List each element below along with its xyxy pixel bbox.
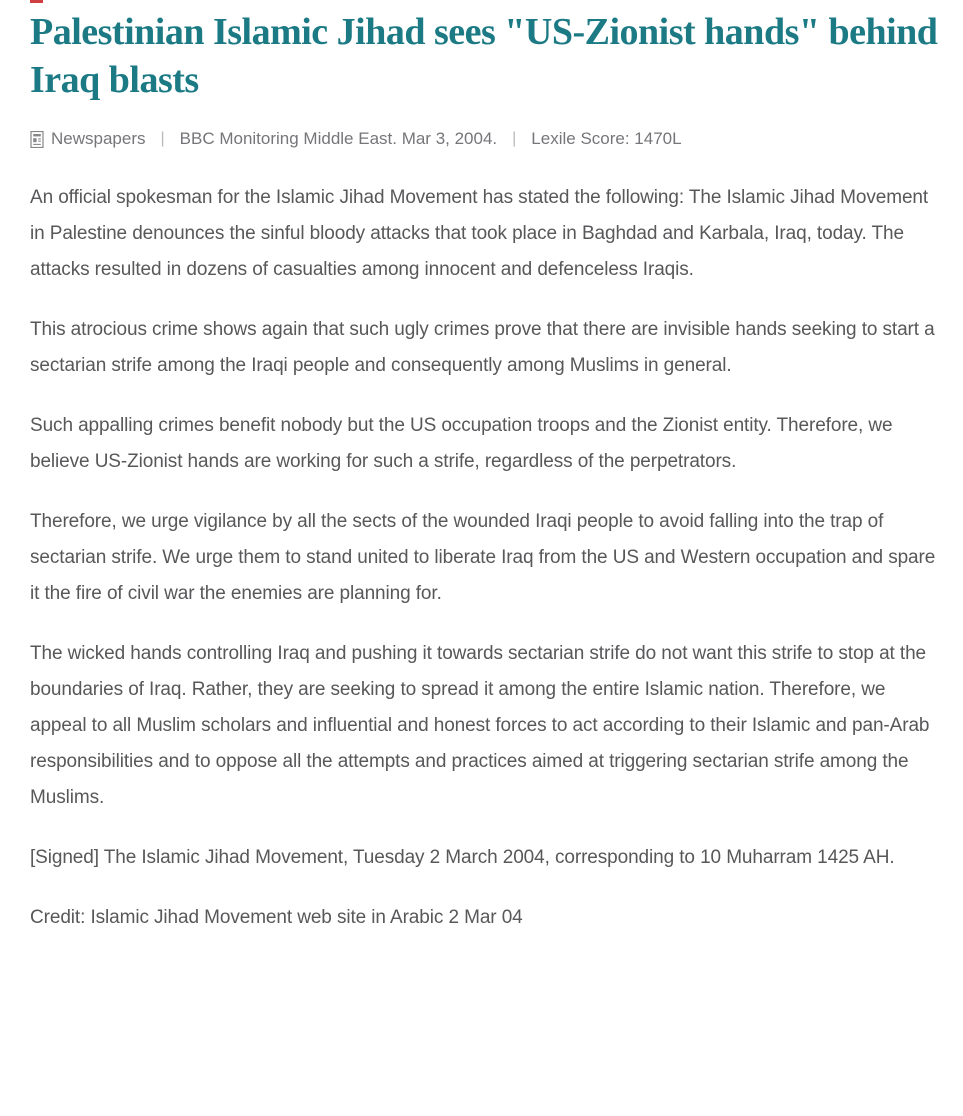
article-paragraph: [Signed] The Islamic Jihad Movement, Tuesday 2 March 2004, corresponding to 10 Muharram 1425 AH.: [30, 847, 895, 868]
article-title: Palestinian Islamic Jihad sees "US-Zionist hands" behind Iraq blasts: [30, 11, 938, 101]
article-paragraph: An official spokesman for the Islamic Jihad Movement has stated the following: The Islamic Jihad Movement in Palestine denounces the sinful bloody attacks that took place in Baghdad and Karbala, Iraq, today. The attacks resulted in dozens of casualties among innocent and defenceless Iraqis.: [30, 187, 929, 280]
article-body: [30, 180, 938, 936]
top-red-mark: [30, 0, 43, 3]
format-badge: [30, 128, 146, 150]
meta-separator: |: [512, 130, 517, 147]
article-meta: [30, 128, 938, 150]
article-paragraph: The wicked hands controlling Iraq and pushing it towards sectarian strife do not want this strife to stop at the boundaries of Iraq. Rather, they are seeking to spread it among the entire Islamic nation. Therefore, we appeal to all Muslim scholars and influential and honest forces to act according to their Islamic and pan-Arab responsibilities and to oppose all the attempts and practices aimed at triggering sectarian strife among the Muslims.: [30, 643, 930, 808]
format-label: Newspapers: [51, 129, 146, 148]
article-paragraph: This atrocious crime shows again that such ugly crimes prove that there are invisible hands seeking to start a sectarian strife among the Iraqi people and consequently among Muslims in general.: [30, 319, 935, 376]
article-paragraph: Credit: Islamic Jihad Movement web site in Arabic 2 Mar 04: [30, 907, 523, 928]
meta-separator: |: [160, 130, 165, 147]
newspaper-icon: [30, 131, 44, 148]
article-paragraph: Therefore, we urge vigilance by all the sects of the wounded Iraqi people to avoid falling into the trap of sectarian strife. We urge them to stand united to liberate Iraq from the US and Western occupation and spare it the fire of civil war the enemies are planning for.: [30, 511, 936, 604]
lexile-score: Lexile Score: 1470L: [531, 129, 682, 148]
publication-date: BBC Monitoring Middle East. Mar 3, 2004.: [179, 129, 498, 148]
article-paragraph: Such appalling crimes benefit nobody but the US occupation troops and the Zionist entity. Therefore, we believe US-Zionist hands are working for such a strife, regardless of the perpetrators.: [30, 415, 893, 472]
